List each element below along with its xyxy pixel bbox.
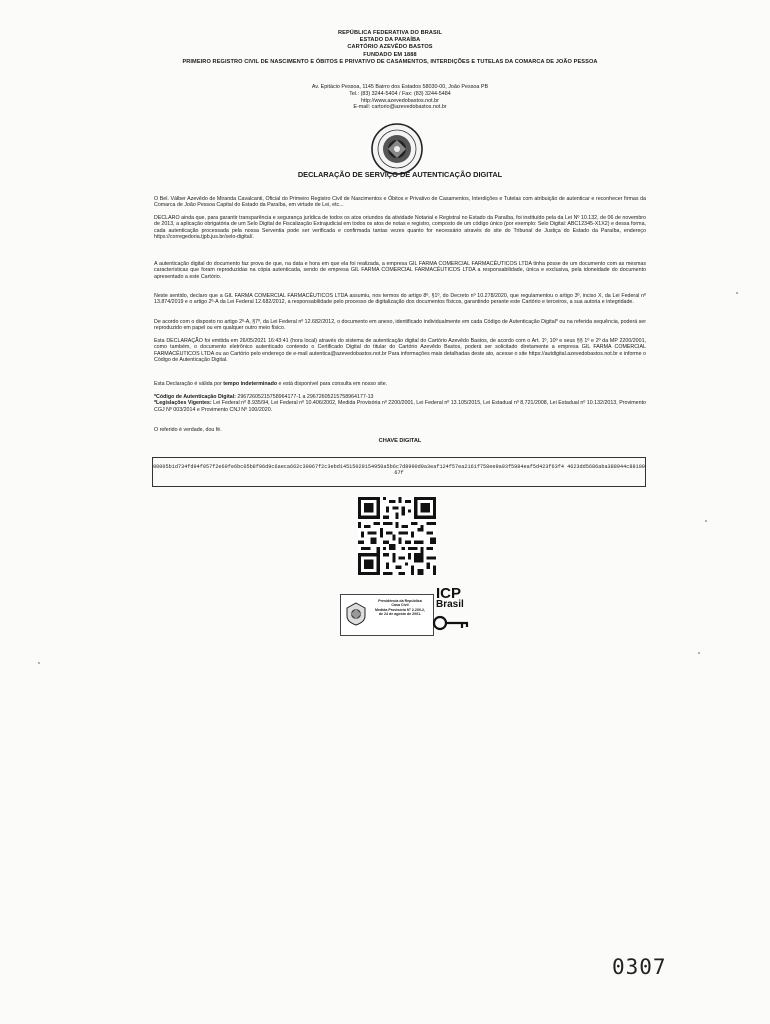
icp-brasil-logo [432,586,480,636]
paragraph-closing: O referido é verdade, dou fé. [154,427,222,433]
address-email: E-mail: cartorio@azevedobastos.not.br [353,104,447,111]
paragraph-authentication: A autenticação digital do documento faz prova de que, na data e hora em que ela foi realizada, a empresa GIL FARMA COMERCIAL FARMACÊUTICOS LTDA tinha posse de um documento com as mesmas características que foram reproduzidas na cópia autenticada, sendo de empresa GIL FARMA COMERCIAL FARMACÊUTICOS LTDA a responsabilidade, única e exclusiva, pela idoneidade do documento apresentado a este Cartório. [154,261,646,280]
header-line-registry: CARTÓRIO AZEVÊDO BASTOS [347,44,433,51]
paragraph-reproduction: De acordo com o disposto no artigo 2º-A, §7º, da Lei Federal nº 12.682/2012, o documento em anexo, identificado individualmente em cada Código de Autenticação Digital* ou na referida sequência, poderá ser reproduzido em papel ou em qualquer outro meio físico. [154,319,646,332]
digital-key-box: 00005b1d734fd94f057f2e69fe6bc05b8f96d9c6aeca662c30067f2c3ebd14515029154950a5b6c7d8990d9a3eaf124f57ea2161f758ee9a93f5984eaf5d423f63f4 4623dd5686aba388944c8810067f [152,457,646,487]
icp-logo-line-2: Brasil [436,599,464,610]
paragraph-validity [154,381,646,387]
qr-code-icon [357,497,437,575]
header-line-office: PRIMEIRO REGISTRO CIVIL DE NASCIMENTO E ÓBITOS E PRIVATIVO DE CASAMENTOS, INTERDIÇÕES E TUTELAS DA COMARCA DE JOÃO PESSOA [182,58,598,65]
key-icon [432,614,472,632]
stamp-line-1: Presidência da República [378,599,422,603]
scan-speck [698,652,700,654]
scan-speck [705,520,707,522]
stamp-line-3: Medida Provisória Nº 2.200-2, [374,607,426,612]
presidency-stamp [340,594,434,636]
paragraph-declaro: DECLARO ainda que, para garantir transparência e segurança jurídica de todos os atos oriundos da atividade Notarial e Registral no Estado da Paraíba, foi instituído pela da Lei Nº 10.132, de 06 de novembro de 2013, a aplicação obrigatória de um Selo Digital de Fiscalização Extrajudicial em todos os atos de notas e registro, composto de um código único (por exemplo: Selo Digital: ABC12345-X1X2) e dessa forma, cada autenticação processada pela nossa Serventia pode ser verificada e confirmada tantas vezes quanto for necessário através do site do Tribunal de Justiça do Estado da Paraíba, endereço https://corregedoria.tjpb.jus.br/selo-digital/. [154,215,646,241]
paragraph-responsibility: Neste sentido, declaro que a GIL FARMA COMERCIAL FARMACÊUTICOS LTDA assumiu, nos termos do artigo 8º, §1º, do Decreto nº 10.278/2020, que regulamentou o artigo 3º, inciso X, da Lei Federal nº 13.874/2019 e o artigo 2º-A da Lei Federal 12.682/2012, a responsabilidade pelo processo de digitalização dos documentos físicos, garantindo perante este Cartório e terceiros, a sua autoria e integridade. [154,293,646,306]
validity-bold: tempo indeterminado [223,381,278,387]
header-line-republic: REPÚBLICA FEDERATIVA DO BRASIL [338,30,442,36]
document-header [140,30,640,66]
header-line-founded: FUNDADO EM 1888 [363,51,417,58]
declaration-title: DECLARAÇÃO DE SERVIÇO DE AUTENTICAÇÃO DIGITAL [297,170,503,179]
folio-number: 0307 [612,955,667,979]
paragraph-codes [154,394,646,413]
auth-code-value: 29672605215758964177-1 a 29672605215758964177-13 [235,394,374,400]
icp-logo-line-1: ICP [436,585,462,602]
stamp-text [369,599,431,617]
legislation-line [154,400,646,413]
stamp-line-2: Casa Civil [391,603,409,608]
digital-key-label: CHAVE DIGITAL [378,438,422,444]
registry-seal-icon [370,122,424,176]
address-street: Av. Epitácio Pessoa, 1145 Bairro dos Estados 58030-00, João Pessoa PB [311,84,489,90]
validity-post: e está disponível para consulta em nosso site. [277,381,388,387]
header-line-state: ESTADO DA PARAÍBA [359,37,421,44]
scan-speck [38,662,40,664]
address-website: http://www.azevedobastos.not.br [361,97,439,104]
coat-of-arms-icon [345,602,367,626]
legislation-value: Lei Federal nº 8.935/94, Lei Federal nº 10.406/2002, Medida Provisória nº 2200/2001, Lei Federal nº 13.105/2015, Lei Estadual nº 8.721/2008, Lei Estadual nº 10.132/2013, Provimento CGJ Nº 003/2014 e Provimento CNJ Nº 100/2020. [154,400,646,413]
auth-code-label: *Código de Autenticação Digital: [154,394,236,400]
validity-pre: Esta Declaração é válida por [154,381,224,387]
address-block [250,84,550,111]
address-phone: Tel.: (83) 3244-5404 / Fax: (83) 3244-5484 [349,90,451,97]
scan-speck [736,292,738,294]
stamp-line-4: de 24 de agosto de 2001. [378,612,422,617]
paragraph-officer: O Bel. Válber Azevêdo de Miranda Cavalcanti, Oficial do Primeiro Registro Civil de Nascimentos e Óbitos e Privativo de Casamentos, Interdições e Tutelas com atribuição de autenticar e reconhecer firmas da Comarca de João Pessoa Capital do Estado da Paraíba, em virtude de Lei, etc... [154,196,646,209]
paragraph-emission: Esta DECLARAÇÃO foi emitida em 26/05/2021 16:43:41 (hora local) através do sistema de autenticação digital do Cartório Azevêdo Bastos, de acordo com o Art. 1º, 10º e seus §§ 1º e 2º da MP 2200/2001, como também, o documento eletrônico autenticado contendo o Certificado Digital do titular do Cartório Azevêdo Bastos, poderá ser solicitado diretamente a empresa GIL FARMA COMERCIAL FARMACÊUTICOS LTDA ou ao Cartório pelo endereço de e-mail autentica@azevedobastos.not.br Para informações mais detalhadas deste ato, acesse o site https://autdigital.azevedobastos.not.br e informe o Código de Autenticação Digital. [154,338,646,364]
legislation-label: *Legislações Vigentes: [154,400,212,407]
